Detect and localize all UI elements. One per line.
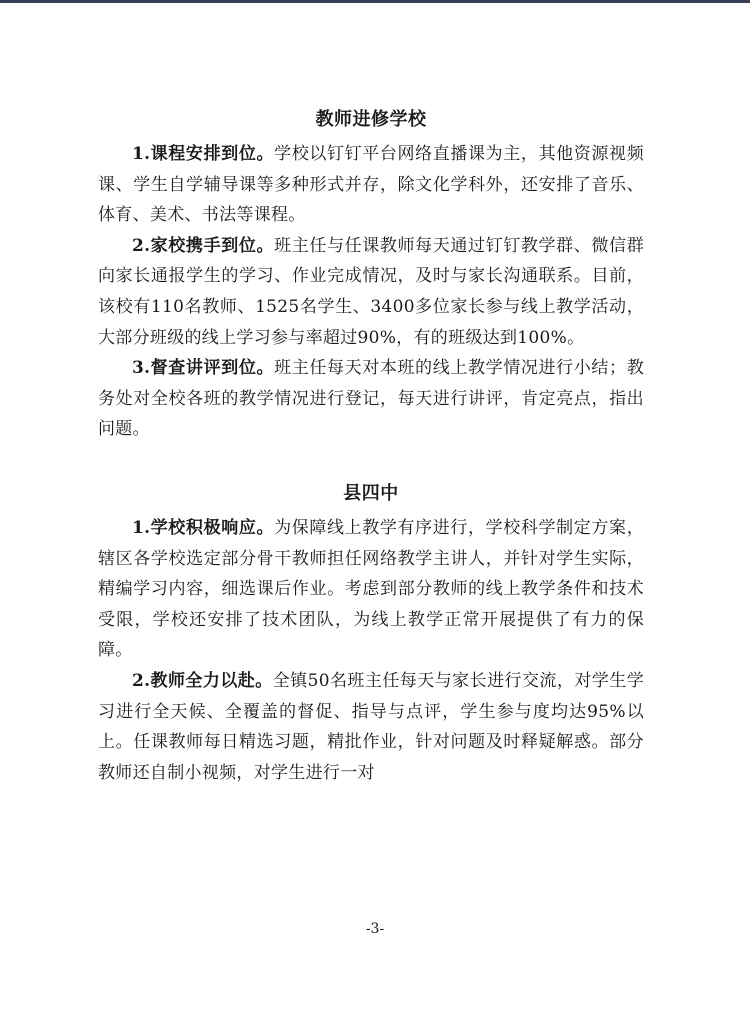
section-county-fourth-middle-school <box>98 482 644 788</box>
section-teacher-training-school <box>98 108 644 445</box>
section-spacer <box>98 445 644 482</box>
paragraph-text: 为保障线上教学有序进行，学校科学制定方案，辖区各学校选定部分骨干教师担任网络教学主讲人，并针对学生实际，精编学习内容，细选课后作业。考虑到部分教师的线上教学条件和技术受限，学校还安排了技术团队，为线上教学正常开展提供了有力的保障。 <box>98 517 644 661</box>
paragraph <box>98 353 644 445</box>
paragraph-lead: 1.课程安排到位。 <box>132 144 275 164</box>
paragraph <box>98 139 644 231</box>
paragraph-lead: 2.家校携手到位。 <box>132 235 275 256</box>
paragraph-text: 学校以钉钉平台网络直播课为主，其他资源视频课、学生自学辅导课等多种形式并存，除文化学科外，还安排了音乐、体育、美术、书法等课程。 <box>98 144 644 226</box>
paragraph <box>98 513 644 666</box>
page-number: -3- <box>365 921 385 937</box>
paragraph <box>98 231 644 353</box>
paragraph <box>98 666 644 788</box>
paragraph-text: 班主任每天对本班的线上教学情况进行小结；教务处对全校各班的教学情况进行登记，每天进行讲评，肯定亮点，指出问题。 <box>98 358 644 440</box>
section-title: 县四中 <box>343 482 399 504</box>
document-page <box>98 108 644 788</box>
paragraph-lead: 3.督查讲评到位。 <box>132 358 275 379</box>
paragraph-lead: 2.教师全力以赴。 <box>132 670 273 691</box>
section-title: 教师进修学校 <box>315 109 427 130</box>
paragraph-text: 全镇50名班主任每天与家长进行交流，对学生学习进行全天候、全覆盖的督促、指导与点评，学生参与度均达95%以上。任课教师每日精选习题，精批作业，针对问题及时释疑解惑。部分教师还自制小视频，对学生进行一对 <box>98 670 644 783</box>
paragraph-lead: 1.学校积极响应。 <box>132 517 275 538</box>
top-border-line <box>0 0 750 3</box>
paragraph-text: 班主任与任课教师每天通过钉钉教学群、微信群向家长通报学生的学习、作业完成情况，及时与家长沟通联系。目前，该校有110名教师、1525名学生、3400多位家长参与线上教学活动，大部分班级的线上学习参与率超过90%，有的班级达到100%。 <box>98 235 644 348</box>
